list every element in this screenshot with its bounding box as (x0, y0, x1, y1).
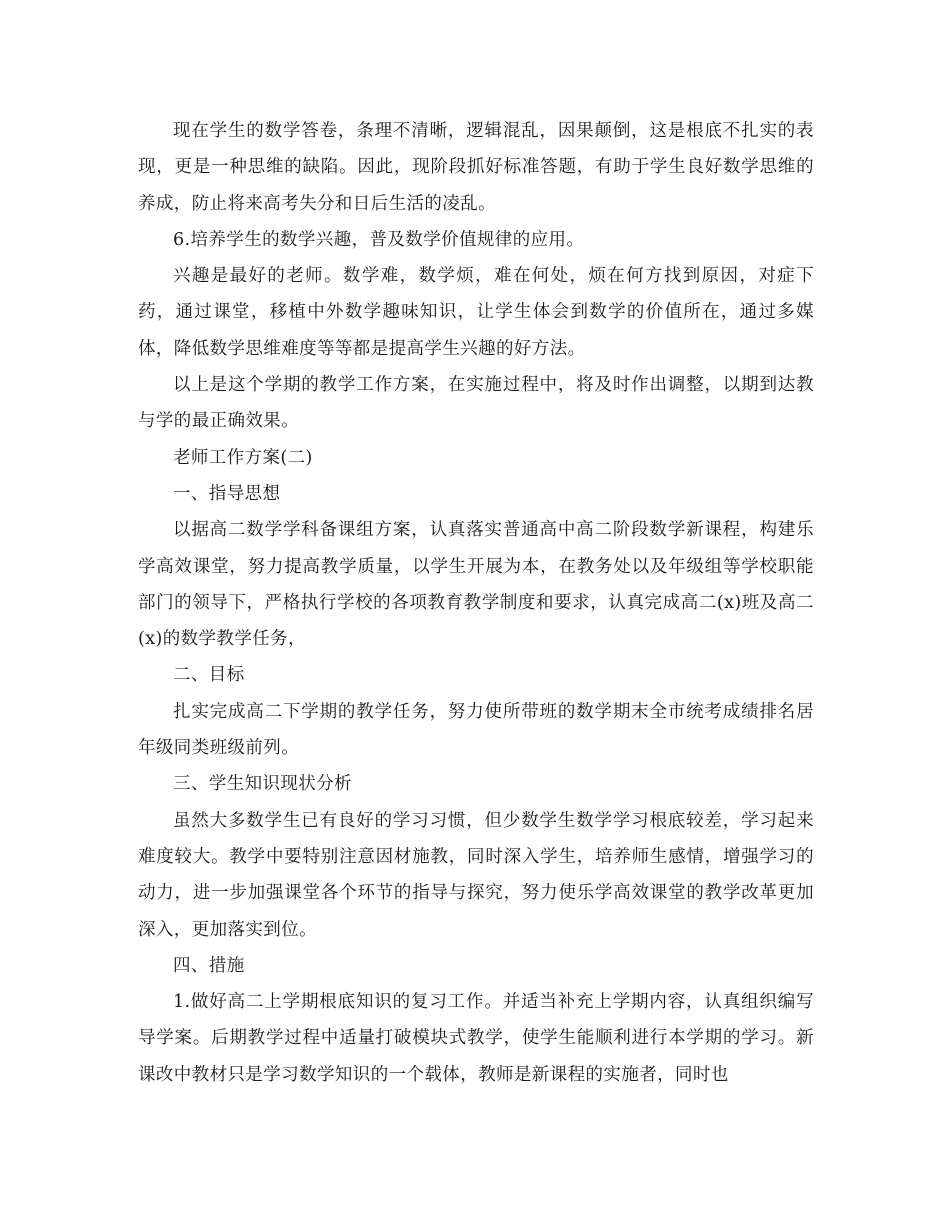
paragraph-conclusion: 以上是这个学期的教学工作方案，在实施过程中，将及时作出调整，以期到达教与学的最正确效果。 (138, 375, 814, 432)
heading-student-analysis: 三、学生知识现状分析 (173, 774, 352, 795)
heading-guiding-ideology: 一、指导思想 (173, 483, 281, 504)
paragraph-student-analysis: 虽然大多数学生已有良好的学习习惯，但少数学生数学学习根底较差，学习起来难度较大。教学中要特别注意因材施教，同时深入学生，培养师生感情，增强学习的动力，进一步加强课堂各个环节的指导与探究，努力使乐学高效课堂的教学改革更加深入，更加落实到位。 (138, 810, 814, 940)
heading-measures: 四、措施 (173, 955, 245, 976)
paragraph-measure-1: 1.做好高二上学期根底知识的复习工作。并适当补充上学期内容，认真组织编写导学案。后期教学过程中适量打破模块式教学，使学生能顺利进行本学期的学习。新课改中教材只是学习数学知识的一个载体，教师是新课程的实施者，同时也 (138, 992, 814, 1085)
paragraph-interest: 兴趣是最好的老师。数学难，数学烦，难在何处，烦在何方找到原因，对症下药，通过课堂，移植中外数学趣味知识，让学生体会到数学的价值所在，通过多媒体，降低数学思维难度等等都是提高学生兴趣的好方法。 (138, 266, 814, 359)
document-page (138, 113, 814, 1093)
paragraph-exam-logic: 现在学生的数学答卷，条理不清晰，逻辑混乱，因果颠倒，这是根底不扎实的表现，更是一种思维的缺陷。因此，现阶段抓好标准答题，有助于学生良好数学思维的养成，防止将来高考失分和日后生活的凌乱。 (138, 121, 814, 214)
section-title-plan-two: 老师工作方案(二) (173, 447, 313, 468)
paragraph-item-6-heading: 6.培养学生的数学兴趣，普及数学价值规律的应用。 (173, 229, 585, 250)
paragraph-goals: 扎实完成高二下学期的教学任务，努力使所带班的数学期末全市统考成绩排名居年级同类班级前列。 (138, 701, 814, 759)
paragraph-guiding-ideology: 以据高二数学学科备课组方案，认真落实普通高中高二阶段数学新课程，构建乐学高效课堂，努力提高教学质量，以学生开展为本，在教务处以及年级组等学校职能部门的领导下，严格执行学校的各项教育教学制度和要求，认真完成高二(x)班及高二(x)的数学教学任务， (138, 520, 814, 650)
heading-goals: 二、目标 (173, 665, 245, 686)
